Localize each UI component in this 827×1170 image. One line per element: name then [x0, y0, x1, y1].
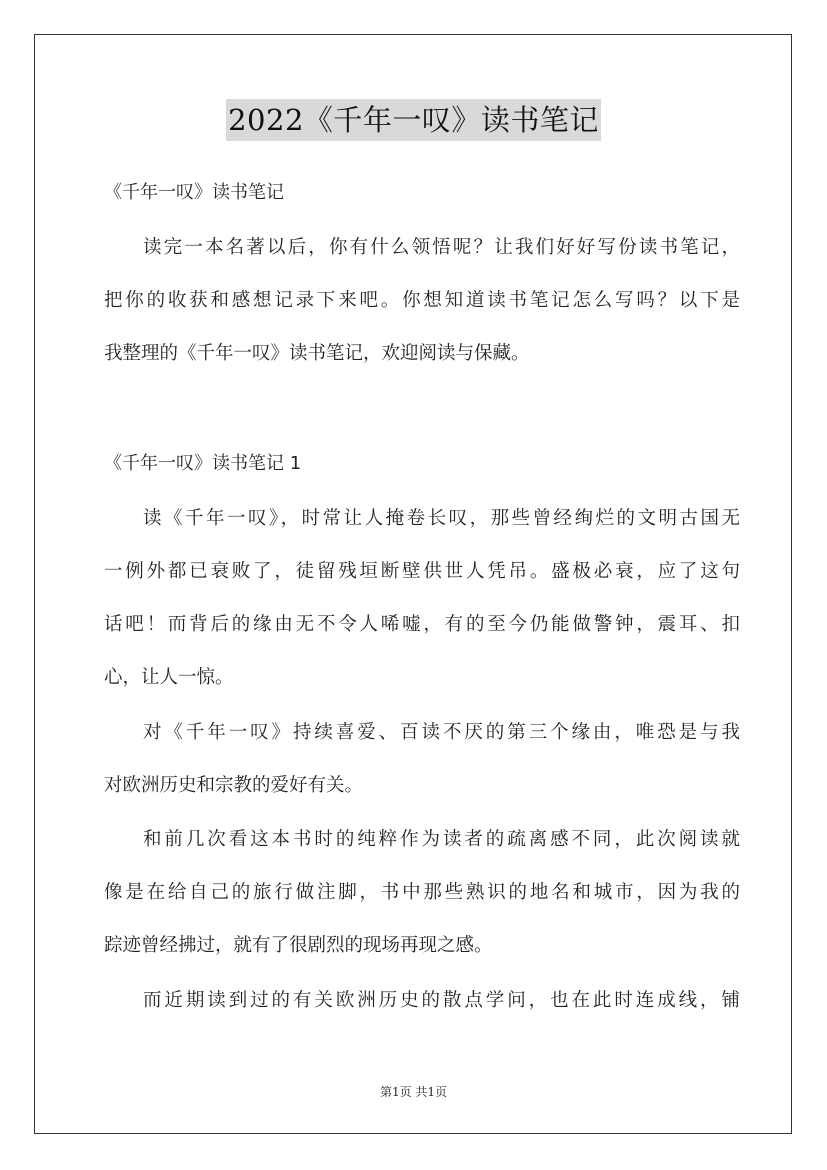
paragraph-line: 对欧洲历史和宗教的爱好有关。 [104, 775, 364, 796]
paragraph-line: 而近期读到过的有关欧洲历史的散点学问，也在此时连成线，铺 [143, 990, 740, 1011]
paragraph-line: 一例外都已衰败了，徒留残垣断壁供世人凭吊。盛极必衰，应了这句 [104, 561, 740, 582]
intro-line: 把你的收获和感想记录下来吧。你想知道读书笔记怎么写吗？以下是 [104, 290, 740, 311]
page-footer: 第1页 共1页 [379, 1085, 448, 1099]
paragraph-line: 和前几次看这本书时的纯粹作为读者的疏离感不同，此次阅读就 [143, 829, 740, 850]
section-heading: 《千年一叹》读书笔记 1 [104, 453, 302, 474]
paragraph-line: 心，让人一惊。 [104, 667, 234, 688]
paragraph-line: 踪迹曾经拂过，就有了很剧烈的现场再现之感。 [104, 935, 493, 956]
paragraph-line: 话吧！而背后的缘由无不令人唏嘘，有的至今仍能做警钟，震耳、扣 [104, 614, 740, 635]
title-container [0, 99, 827, 141]
intro-heading: 《千年一叹》读书笔记 [104, 182, 284, 203]
paragraph-line: 对《千年一叹》持续喜爱、百读不厌的第三个缘由，唯恐是与我 [143, 722, 740, 743]
paragraph-line: 像是在给自己的旅行做注脚，书中那些熟识的地名和城市，因为我的 [104, 882, 740, 903]
intro-line: 读完一本名著以后，你有什么领悟呢？让我们好好写份读书笔记， [143, 237, 740, 258]
intro-line: 我整理的《千年一叹》读书笔记，欢迎阅读与保藏。 [104, 343, 530, 364]
paragraph-line: 读《千年一叹》，时常让人掩卷长叹，那些曾经绚烂的文明古国无 [143, 508, 740, 529]
document-title: 2022《千年一叹》读书笔记 [226, 99, 601, 141]
